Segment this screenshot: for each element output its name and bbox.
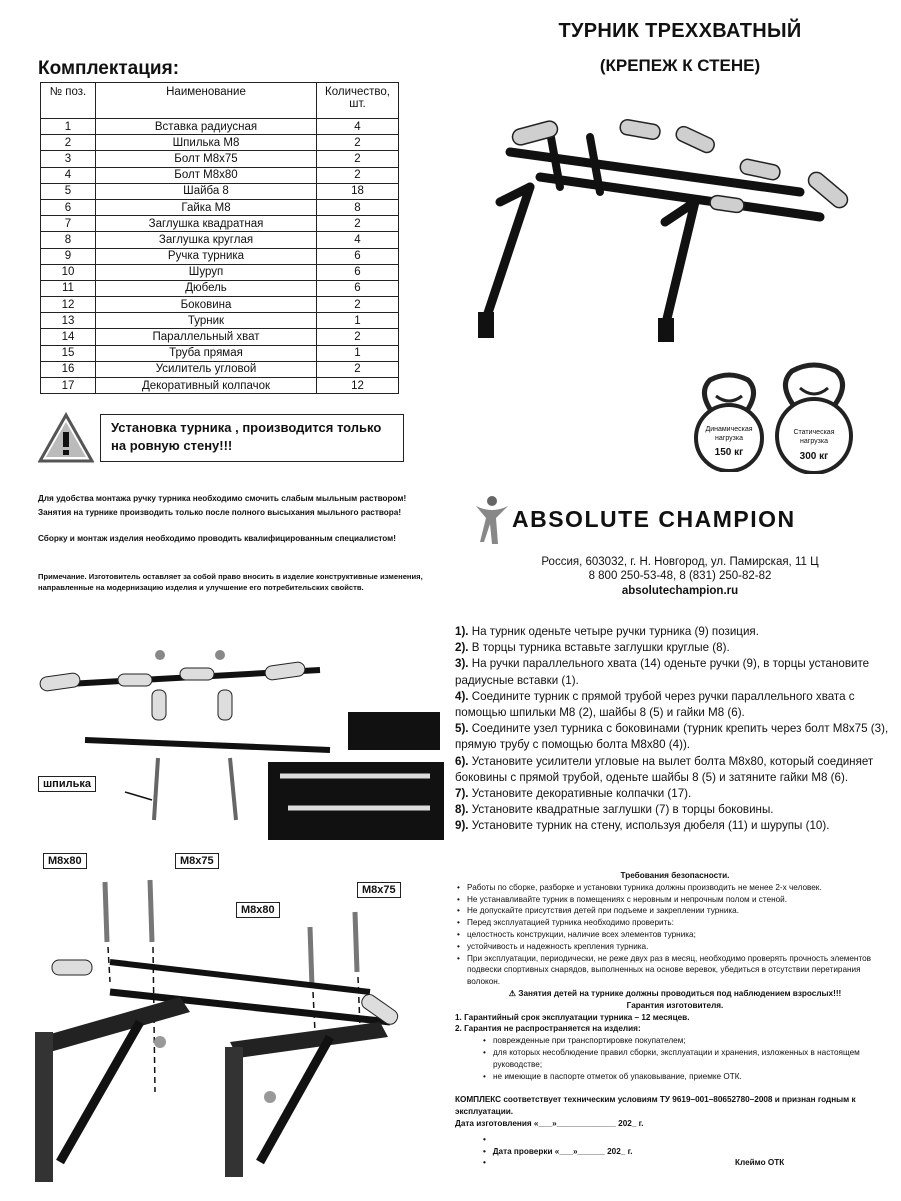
step-number: 2). [455,641,469,655]
row-name: Вставка радиусная [96,119,317,135]
row-name: Дюбель [96,280,317,296]
note-manufacturer-2: направленные на модернизацию изделия и улучшение его потребительских свойств. [38,583,364,592]
step-text: Соедините турник с прямой трубой через ручки параллельного хвата с помощью шпильки М8 (2), шайбы 8 (5) и гайки М8 (6). [455,689,855,720]
row-name: Шуруп [96,264,317,280]
assembly-step [455,624,895,640]
table-row [41,232,399,248]
row-num: 7 [41,216,96,232]
table-row [41,378,399,394]
row-num: 10 [41,264,96,280]
row-num: 1 [41,119,96,135]
row-num: 5 [41,183,96,199]
brand-address: Россия, 603032, г. Н. Новгород, ул. Памирская, 11 Ц [541,556,819,568]
safety-list [455,882,895,988]
list-item: • устойчивость и надежность крепления турника. [455,941,895,953]
parts-table [40,82,399,394]
row-num: 6 [41,199,96,215]
row-num: 12 [41,297,96,313]
warranty-list [455,1035,895,1082]
stamp-label: Клеймо ОТК [735,1158,785,1168]
row-name: Параллельный хват [96,329,317,345]
step-text: Установите усилители угловые на вылет болта М8х80, который соединяет боковины с прямой трубой, оденьте шайбы 8 (5) и затяните гайки М8 (6). [455,754,874,784]
step-number: 6). [455,754,469,768]
assembly-step [455,689,895,721]
brand-site: absolutechampion.ru [621,585,739,597]
table-row [41,151,399,167]
step-number: 8). [455,803,469,817]
dynamic-label-1: Динамическая [705,426,753,433]
table-row [41,280,399,296]
table-row [41,361,399,377]
parts-diagram [30,640,450,840]
page-title: ТУРНИК ТРЕХХВАТНЫЙ [558,20,802,42]
dynamic-label-2: нагрузка [715,435,743,442]
row-qty: 6 [317,280,399,296]
row-num: 17 [41,378,96,394]
step-text: Установите квадратные заглушки (7) в торцы боковины. [468,803,774,817]
children-note-text: Занятия детей на турнике должны проводиться под наблюдением взрослых!!! [518,988,842,998]
step-text: Соедините узел турника с боковинами (турник крепить через болт М8х75 (3), прямую трубу с помощью болта М8х80 (4)). [455,722,889,752]
komplex-statement: КОМПЛЕКС соответствует техническим условиям ТУ 9619–001–80652780–2008 и признан годным к эксплуатации. [455,1095,856,1117]
row-qty: 1 [317,313,399,329]
parts-heading: Комплектация: [38,58,180,79]
row-qty: 2 [317,135,399,151]
step-text: Установите декоративные колпачки (17). [468,787,692,801]
row-num: 16 [41,361,96,377]
warning-box [100,414,404,462]
warning-line-1: Установка турника , производится только [111,420,382,435]
row-num: 3 [41,151,96,167]
table-row [41,345,399,361]
table-row [41,248,399,264]
row-name: Усилитель угловой [96,361,317,377]
brand-name: ABSOLUTE CHAMPION [512,506,796,532]
list-item: • Работы по сборке, разборке и установки турника должны производить не менее 2-х человек. [455,882,895,894]
table-row [41,264,399,280]
table-row [41,297,399,313]
row-qty: 2 [317,151,399,167]
pullup-bar-illustration [470,92,870,352]
table-row [41,199,399,215]
list-item: • поврежденные при транспортировке покупателем; [455,1035,895,1047]
warranty-term: 1. Гарантийный срок эксплуатации турника – 12 месяцев. [455,1012,690,1022]
brand-logo-icon [474,494,510,546]
table-row [41,313,399,329]
row-qty: 2 [317,216,399,232]
row-qty: 6 [317,264,399,280]
static-label-1: Статическая [793,429,835,436]
row-name: Гайка М8 [96,199,317,215]
col-num: № поз. [41,83,96,119]
note-manufacturer-1: Примечание. Изготовитель оставляет за собой право вносить в изделие конструктивные изменения, [38,572,423,581]
assembly-step [455,656,895,688]
table-row [41,167,399,183]
table-row [41,329,399,345]
step-text: На ручки параллельного хвата (14) оденьте ручки (9), в торцы установите радиусные вставки (1). [455,657,870,687]
note-specialist: Сборку и монтаж изделия необходимо проводить квалифицированным специалистом! [38,534,396,543]
row-num: 14 [41,329,96,345]
row-qty: 18 [317,183,399,199]
list-item: • не имеющие в паспорте отметок об упаковывание, приемке ОТК. [455,1071,895,1083]
stamp-row: • Клеймо ОТК [483,1158,785,1168]
list-item: • Не допускайте присутствия детей при подъеме и закреплении турника. [455,905,895,917]
dynamic-load-value: 150 кг [714,447,744,458]
row-qty: 6 [317,248,399,264]
row-name: Заглушка квадратная [96,216,317,232]
assembly-step [455,754,895,786]
table-row [41,119,399,135]
brand-phones: 8 800 250-53-48, 8 (831) 250-82-82 [588,570,772,582]
row-num: 4 [41,167,96,183]
assembly-steps [455,624,895,835]
list-item: • Перед эксплуатацией турника необходимо проверить: [455,917,895,929]
bullet-blank: • [483,1134,486,1144]
assembly-step [455,786,895,802]
label-bolt-m8x80-right: M8x80 [236,902,280,918]
row-qty: 2 [317,361,399,377]
assembly-step [455,802,895,818]
step-text: В торцы турника вставьте заглушки круглые (8). [468,641,730,655]
row-name: Боковина [96,297,317,313]
row-qty: 2 [317,167,399,183]
list-item: • целостность конструкции, наличие всех элементов турника; [455,929,895,941]
static-load-value: 300 кг [799,451,829,462]
date-made: Дата изготовления «___»_____________ 202_ г. [455,1118,644,1128]
note-soap: Для удобства монтажа ручку турника необходимо смочить слабым мыльным раствором! [38,494,407,503]
step-number: 4). [455,689,469,703]
row-qty: 2 [317,329,399,345]
label-bolt-m8x75-right: M8x75 [357,882,401,898]
list-item: • При эксплуатации, периодически, не реже двух раз в месяц, необходимо проверять прочность элементов подвески спортивных снарядов, выполненных на основе веревок, убедиться в отсутствии перетирания волокон. [455,953,895,988]
page-subtitle: (КРЕПЕЖ К СТЕНЕ) [599,56,761,75]
assembly-step [455,640,895,656]
row-name: Болт М8х75 [96,151,317,167]
step-text: Установите турник на стену, используя дюбеля (11) и шурупы (10). [468,819,830,833]
safety-heading: Требования безопасности. [620,871,730,880]
row-name: Ручка турника [96,248,317,264]
row-name: Шайба 8 [96,183,317,199]
col-qty: Количество, шт. [317,83,399,119]
step-number: 5). [455,722,469,736]
row-qty: 8 [317,199,399,215]
children-note: ⚠ Занятия детей на турнике должны проводиться под наблюдением взрослых!!! [508,988,842,998]
step-number: 3). [455,657,469,671]
table-row [41,135,399,151]
row-qty: 12 [317,378,399,394]
label-bolt-m8x75-left: M8x75 [175,853,219,869]
row-num: 11 [41,280,96,296]
step-number: 7). [455,787,469,801]
col-name: Наименование [96,83,317,119]
row-name: Труба прямая [96,345,317,361]
step-text: На турник оденьте четыре ручки турника (9) позиция. [468,625,759,638]
row-num: 13 [41,313,96,329]
warranty-exclusions: 2. Гарантия не распространяется на изделия: [455,1024,641,1034]
table-row [41,216,399,232]
row-qty: 4 [317,232,399,248]
list-item: • для которых несоблюдение правил сборки, эксплуатации и хранения, изложенных в настоящем руководстве; [455,1047,895,1071]
warranty-heading: Гарантия изготовителя. [626,1000,724,1010]
note-dry: Занятия на турнике производить только после полного высыхания мыльного раствора! [38,508,402,517]
label-stud: шпилька [38,776,96,792]
static-label-2: нагрузка [800,438,828,445]
row-name: Турник [96,313,317,329]
step-number: 9). [455,819,469,833]
assembly-step [455,818,895,834]
assembly-step [455,721,895,753]
row-num: 2 [41,135,96,151]
row-qty: 1 [317,345,399,361]
dynamic-load-label [690,425,768,443]
row-qty: 4 [317,119,399,135]
warning-line-2: на ровную стену!!! [111,438,233,453]
date-check-row: • Дата проверки «___»______ 202_ г. [483,1146,633,1156]
row-num: 9 [41,248,96,264]
row-name: Шпилька М8 [96,135,317,151]
safety-section [455,870,895,1169]
static-load-label [772,428,856,446]
row-name: Заглушка круглая [96,232,317,248]
row-qty: 2 [317,297,399,313]
row-num: 8 [41,232,96,248]
date-check: Дата проверки «___»______ 202_ г. [492,1146,633,1156]
row-name: Декоративный колпачок [96,378,317,394]
list-item: • Не устанавливайте турник в помещениях с неровным и непрочным полом и стеной. [455,894,895,906]
label-bolt-m8x80-left: M8x80 [43,853,87,869]
assembly-diagram [30,862,440,1192]
step-number: 1). [455,625,469,638]
row-num: 15 [41,345,96,361]
table-row [41,183,399,199]
warning-icon [38,412,94,464]
row-name: Болт М8х80 [96,167,317,183]
